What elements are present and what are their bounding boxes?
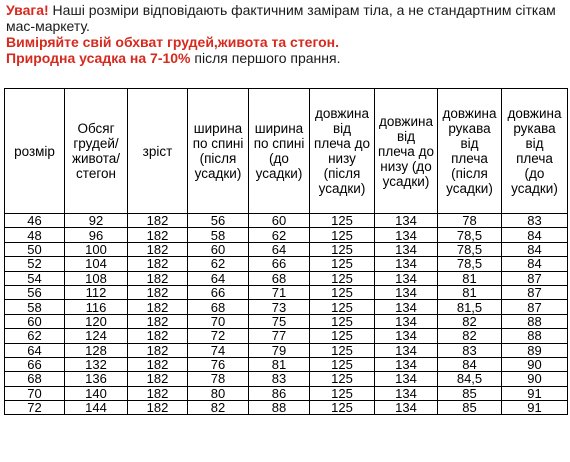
table-cell: 56 [5, 285, 65, 299]
table-cell: 83 [502, 214, 568, 228]
table-cell: 134 [375, 329, 438, 343]
table-cell: 134 [375, 314, 438, 328]
table-cell: 88 [502, 314, 568, 328]
table-cell: 90 [502, 357, 568, 371]
table-cell: 78,5 [438, 242, 502, 256]
table-cell: 182 [128, 214, 188, 228]
shrink-plain: після першого прання. [190, 50, 341, 66]
table-cell: 134 [375, 271, 438, 285]
table-row [5, 372, 568, 386]
table-cell: 134 [375, 242, 438, 256]
table-cell: 52 [5, 257, 65, 271]
column-header: довжина від плеча до низу (до усадки) [375, 89, 438, 214]
column-header: Обсяг грудей/ живота/ стегон [65, 89, 128, 214]
table-cell: 68 [249, 271, 310, 285]
table-cell: 89 [502, 343, 568, 357]
table-cell: 66 [5, 357, 65, 371]
table-cell: 120 [65, 314, 128, 328]
table-cell: 82 [438, 329, 502, 343]
table-cell: 182 [128, 242, 188, 256]
table-cell: 182 [128, 314, 188, 328]
table-cell: 132 [65, 357, 128, 371]
table-cell: 48 [5, 228, 65, 242]
table-cell: 125 [310, 372, 375, 386]
table-cell: 81 [438, 271, 502, 285]
table-cell: 90 [502, 372, 568, 386]
table-cell: 83 [249, 372, 310, 386]
table-cell: 134 [375, 257, 438, 271]
shrink-bold: Природна усадка на 7-10% [6, 50, 191, 66]
table-cell: 70 [5, 386, 65, 400]
table-row [5, 285, 568, 299]
table-cell: 54 [5, 271, 65, 285]
table-cell: 125 [310, 285, 375, 299]
table-row [5, 343, 568, 357]
table-cell: 82 [188, 401, 249, 415]
table-cell: 84 [502, 242, 568, 256]
table-row [5, 357, 568, 371]
table-cell: 125 [310, 257, 375, 271]
table-cell: 79 [249, 343, 310, 357]
table-cell: 82 [438, 314, 502, 328]
table-cell: 125 [310, 300, 375, 314]
column-header: ширина по спині (до усадки) [249, 89, 310, 214]
table-cell: 70 [188, 314, 249, 328]
warning-text: Наші розміри відповідають фактичним замірам тіла, а не стандартним сіткам [48, 2, 556, 18]
table-cell: 78,5 [438, 228, 502, 242]
table-cell: 46 [5, 214, 65, 228]
table-cell: 81,5 [438, 300, 502, 314]
size-notice [6, 2, 566, 66]
table-cell: 125 [310, 401, 375, 415]
table-cell: 62 [5, 329, 65, 343]
table-cell: 75 [249, 314, 310, 328]
table-cell: 73 [249, 300, 310, 314]
table-cell: 88 [249, 401, 310, 415]
table-cell: 116 [65, 300, 128, 314]
table-cell: 60 [188, 242, 249, 256]
table-cell: 58 [188, 228, 249, 242]
table-cell: 182 [128, 228, 188, 242]
table-cell: 60 [249, 214, 310, 228]
table-cell: 64 [188, 271, 249, 285]
table-cell: 134 [375, 285, 438, 299]
table-cell: 87 [502, 285, 568, 299]
table-cell: 128 [65, 343, 128, 357]
table-cell: 182 [128, 329, 188, 343]
table-row [5, 271, 568, 285]
table-cell: 84 [502, 257, 568, 271]
warning-text-continued: мас-маркету. [6, 18, 90, 34]
table-cell: 112 [65, 285, 128, 299]
column-header: довжина рукава від плеча (до усадки) [502, 89, 568, 214]
table-row [5, 242, 568, 256]
table-cell: 87 [502, 271, 568, 285]
size-table [4, 88, 568, 415]
table-cell: 81 [438, 285, 502, 299]
warning-label: Увага! [6, 2, 49, 18]
table-cell: 64 [249, 242, 310, 256]
table-row [5, 228, 568, 242]
table-cell: 96 [65, 228, 128, 242]
table-cell: 182 [128, 257, 188, 271]
table-cell: 86 [249, 386, 310, 400]
table-cell: 77 [249, 329, 310, 343]
table-cell: 84 [502, 228, 568, 242]
table-cell: 125 [310, 214, 375, 228]
warning-line [6, 2, 566, 18]
table-cell: 72 [188, 329, 249, 343]
table-row [5, 329, 568, 343]
table-cell: 182 [128, 271, 188, 285]
table-cell: 124 [65, 329, 128, 343]
table-cell: 56 [188, 214, 249, 228]
table-row [5, 257, 568, 271]
table-cell: 134 [375, 300, 438, 314]
table-cell: 91 [502, 401, 568, 415]
table-cell: 125 [310, 228, 375, 242]
column-header: довжина від плеча до низу (після усадки) [310, 89, 375, 214]
table-cell: 134 [375, 343, 438, 357]
table-cell: 78,5 [438, 257, 502, 271]
table-cell: 76 [188, 357, 249, 371]
table-cell: 83 [438, 343, 502, 357]
table-cell: 134 [375, 214, 438, 228]
table-cell: 78 [188, 372, 249, 386]
table-cell: 104 [65, 257, 128, 271]
table-cell: 62 [188, 257, 249, 271]
table-cell: 125 [310, 271, 375, 285]
table-cell: 64 [5, 343, 65, 357]
table-cell: 85 [438, 386, 502, 400]
table-row [5, 214, 568, 228]
table-cell: 182 [128, 386, 188, 400]
table-cell: 71 [249, 285, 310, 299]
table-cell: 144 [65, 401, 128, 415]
table-cell: 84,5 [438, 372, 502, 386]
table-cell: 88 [502, 329, 568, 343]
table-cell: 125 [310, 329, 375, 343]
table-cell: 80 [188, 386, 249, 400]
table-cell: 78 [438, 214, 502, 228]
table-cell: 72 [5, 401, 65, 415]
table-cell: 58 [5, 300, 65, 314]
table-cell: 134 [375, 357, 438, 371]
table-cell: 68 [5, 372, 65, 386]
table-cell: 134 [375, 386, 438, 400]
shrink-line [6, 50, 566, 66]
table-cell: 74 [188, 343, 249, 357]
table-cell: 66 [188, 285, 249, 299]
measure-instruction: Виміряйте свій обхват грудей,живота та стегон. [6, 34, 340, 50]
table-cell: 100 [65, 242, 128, 256]
table-cell: 182 [128, 285, 188, 299]
column-header: ширина по спині (після усадки) [188, 89, 249, 214]
table-row [5, 386, 568, 400]
table-cell: 91 [502, 386, 568, 400]
table-cell: 182 [128, 401, 188, 415]
table-cell: 68 [188, 300, 249, 314]
table-cell: 182 [128, 372, 188, 386]
column-header: зріст [128, 89, 188, 214]
table-cell: 134 [375, 401, 438, 415]
table-cell: 125 [310, 314, 375, 328]
table-cell: 66 [249, 257, 310, 271]
table-cell: 134 [375, 228, 438, 242]
table-cell: 182 [128, 357, 188, 371]
table-cell: 92 [65, 214, 128, 228]
table-cell: 136 [65, 372, 128, 386]
table-row [5, 300, 568, 314]
table-cell: 50 [5, 242, 65, 256]
table-body [5, 214, 568, 415]
table-row [5, 401, 568, 415]
table-cell: 140 [65, 386, 128, 400]
table-cell: 62 [249, 228, 310, 242]
table-cell: 125 [310, 386, 375, 400]
table-cell: 60 [5, 314, 65, 328]
table-cell: 134 [375, 372, 438, 386]
table-cell: 87 [502, 300, 568, 314]
table-cell: 85 [438, 401, 502, 415]
table-cell: 108 [65, 271, 128, 285]
table-cell: 182 [128, 343, 188, 357]
table-row [5, 314, 568, 328]
column-header: довжина рукава від плеча (після усадки) [438, 89, 502, 214]
table-cell: 125 [310, 343, 375, 357]
table-cell: 125 [310, 357, 375, 371]
table-header-row [5, 89, 568, 214]
table-cell: 125 [310, 242, 375, 256]
table-cell: 182 [128, 300, 188, 314]
column-header: розмір [5, 89, 65, 214]
table-cell: 84 [438, 357, 502, 371]
table-cell: 81 [249, 357, 310, 371]
